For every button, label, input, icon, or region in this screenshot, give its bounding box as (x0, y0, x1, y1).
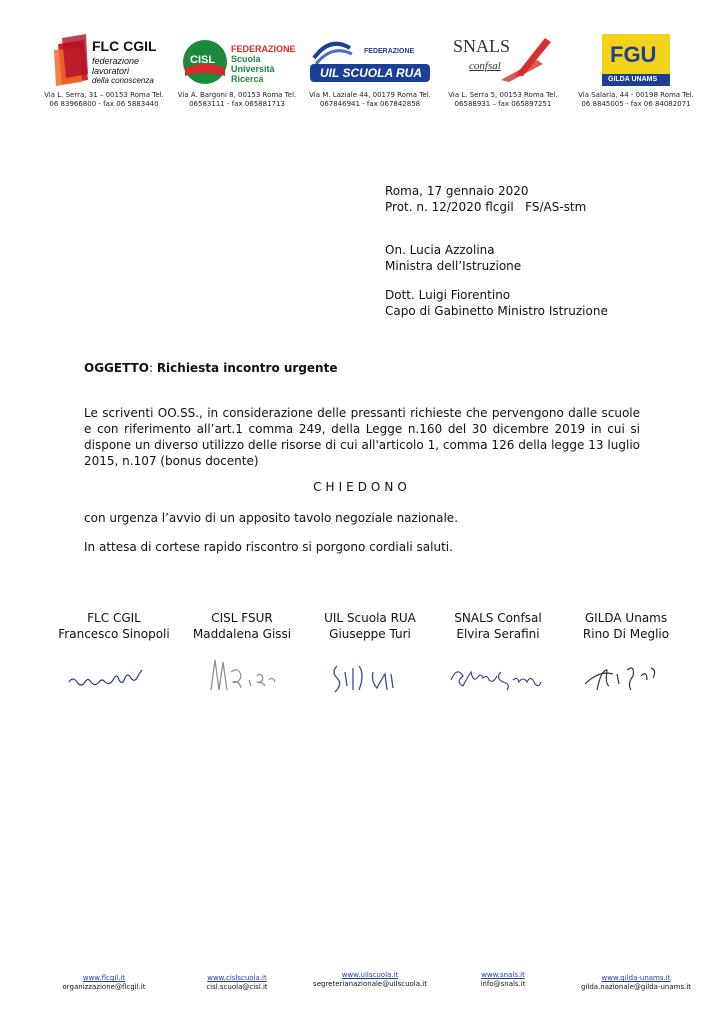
protocol-number: Prot. n. 12/2020 flcgil FS/AS-stm (385, 200, 587, 214)
gilda-logo (572, 30, 700, 88)
subject-line (84, 361, 337, 375)
handwritten-signature (50, 650, 178, 700)
signatory-org: UIL Scuola RUA (324, 611, 416, 625)
subject-separator: : (148, 361, 157, 375)
cisl-logo-sub-4: Ricerca (231, 74, 264, 84)
subject-label: OGGETTO (84, 361, 149, 375)
cisl-email: cisl.scuola@cisl.it (206, 983, 268, 991)
union-uil (306, 30, 434, 108)
flc-cgil-logo-sub-2: lavoratori (92, 66, 130, 76)
signatures (50, 610, 690, 700)
cisl-website-link[interactable]: www.cislscuola.it (207, 974, 267, 982)
letter-meta (385, 183, 586, 215)
signatory-gilda (562, 610, 690, 700)
signatory-org: FLC CGIL (87, 611, 141, 625)
flc-cgil-logo-sub-1: federazione (92, 56, 140, 66)
uil-address: Via M. Laziale 44, 00179 Roma Tel. 067846941 - fax 067842858 (309, 91, 431, 108)
gilda-logo-text: FGU (610, 42, 657, 67)
recipient-2-name: Dott. Luigi Fiorentino (385, 288, 511, 302)
flc-cgil-address: Via L. Serra, 31 – 00153 Roma Tel. 06 83966800 - fax 06 5883440 (44, 91, 164, 108)
place-date: Roma, 17 gennaio 2020 (385, 184, 529, 198)
request-heading: CHIEDONO (313, 480, 411, 494)
cisl-address: Via A. Bargoni 8, 00153 Roma Tel. 06583111 - fax 065881713 (177, 91, 297, 108)
union-header (40, 30, 700, 108)
recipient-2-role: Capo di Gabinetto Ministro Istruzione (385, 304, 608, 318)
gilda-logo-sub: GILDA UNAMS (608, 76, 658, 83)
cisl-logo-text: CISL (190, 54, 216, 66)
body-paragraph-2: con urgenza l’avvio di un apposito tavolo negoziale nazionale. (84, 511, 459, 525)
footer-flc-cgil (40, 974, 168, 992)
subject-text: Richiesta incontro urgente (156, 361, 338, 375)
footer-cisl (173, 974, 301, 992)
snals-logo-text: SNALS (453, 36, 511, 56)
union-gilda (572, 30, 700, 108)
signatory-org: SNALS Confsal (454, 611, 542, 625)
recipient-1 (385, 242, 521, 274)
uil-logo-sub: FEDERAZIONE (364, 48, 415, 55)
signatory-name: Elvira Serafini (456, 627, 540, 641)
snals-website-link[interactable]: www.snals.it (481, 971, 525, 979)
uil-email: segreterianazionale@uilscuola.it (313, 980, 427, 988)
flc-cgil-logo (40, 30, 168, 88)
signatory-flc-cgil (50, 610, 178, 700)
union-cisl (173, 30, 301, 108)
flc-cgil-website-link[interactable]: www.flcgil.it (82, 974, 126, 982)
gilda-email: gilda.nazionale@gilda-unams.it (580, 983, 692, 991)
signatory-snals (434, 610, 562, 700)
uil-logo-text: UIL SCUOLA RUA (320, 66, 422, 80)
uil-website-link[interactable]: www.uilscuola.it (341, 971, 399, 979)
signatory-name: Rino Di Meglio (582, 627, 670, 641)
signatory-name: Francesco Sinopoli (58, 627, 170, 641)
footer-uil (306, 971, 434, 992)
union-flc-cgil (40, 30, 168, 108)
signatory-cisl (178, 610, 306, 700)
signatory-org: CISL FSUR (211, 611, 273, 625)
gilda-address: Via Salaria, 44 - 00198 Roma Tel. 06 8845005 - fax 06 84082071 (578, 91, 694, 108)
snals-logo-sub: confsal (469, 60, 501, 72)
flc-cgil-email: organizzazione@flcgil.it (62, 983, 146, 991)
handwritten-signature (562, 650, 690, 700)
handwritten-signature (306, 650, 434, 700)
snals-email: info@snals.it (480, 980, 526, 988)
footer-contacts (40, 971, 700, 992)
union-snals (439, 30, 567, 108)
signatory-name: Maddalena Gissi (192, 627, 292, 641)
recipient-1-role: Ministra dell’Istruzione (385, 259, 522, 273)
cisl-logo-sub-2: Scuola (231, 54, 261, 64)
cisl-logo-sub-1: FEDERAZIONE (231, 44, 296, 54)
gilda-website-link[interactable]: www.gilda-unams.it (601, 974, 671, 982)
cisl-logo (173, 30, 301, 88)
footer-gilda (572, 974, 700, 992)
cisl-logo-sub-3: Università (231, 64, 275, 74)
signatory-org: GILDA Unams (584, 611, 668, 625)
signatory-uil (306, 610, 434, 700)
footer-snals (439, 971, 567, 992)
signatory-name: Giuseppe Turi (329, 627, 411, 641)
flc-cgil-logo-text: FLC CGIL (92, 38, 157, 54)
body-paragraph-1: Le scriventi OO.SS., in considerazione delle pressanti richieste che pervengono dalle scuole e con riferimento all’art.1 comma 249, della Legge n.160 del 30 dicembre 2019 in cui si dispone un diverso utilizzo delle risorse di cui all'articolo 1, comma 126 della legge 13 luglio 2015, n.107 (bonus docente) (84, 406, 640, 468)
handwritten-signature (178, 650, 306, 700)
snals-address: Via L. Serra 5, 00153 Roma Tel. 06588931 – fax 065897251 (448, 91, 558, 108)
uil-logo (306, 30, 434, 88)
snals-logo (439, 30, 567, 88)
recipient-1-name: On. Lucia Azzolina (385, 243, 495, 257)
flc-cgil-logo-sub-3: della conoscenza (92, 76, 154, 85)
handwritten-signature (434, 650, 562, 700)
closing-paragraph: In attesa di cortese rapido riscontro si porgono cordiali saluti. (84, 540, 453, 554)
recipient-2 (385, 287, 608, 319)
